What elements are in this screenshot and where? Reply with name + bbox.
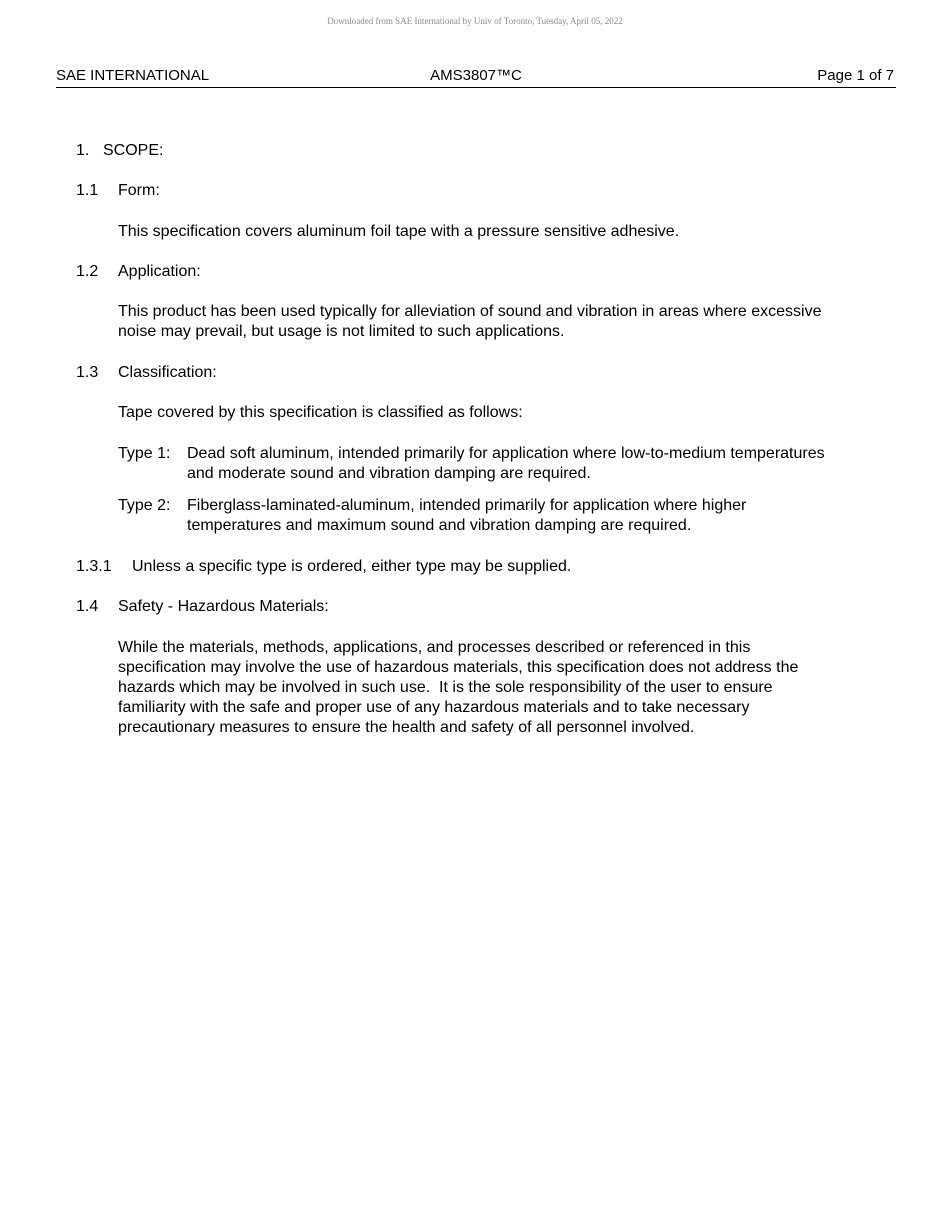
section-number: 1.4 (76, 598, 99, 615)
section-safety-text (118, 638, 798, 738)
download-watermark: Downloaded from SAE International by Univ of Toronto, Tuesday, April 05, 2022 (327, 16, 623, 26)
paragraph-line: familiarity with the safe and proper use of any hazardous materials and to take necessary (118, 699, 750, 716)
header-organization: SAE INTERNATIONAL (56, 67, 210, 84)
paragraph-line: Dead soft aluminum, intended primarily for application where low-to-medium temperatures (187, 445, 825, 462)
paragraph-line: Fiberglass-laminated-aluminum, intended primarily for application where higher (187, 497, 747, 514)
section-form-text (118, 222, 679, 242)
paragraph-line: This specification covers aluminum foil tape with a pressure sensitive adhesive. (118, 223, 680, 240)
paragraph-line: specification may involve the use of hazardous materials, this specification does not address the (118, 659, 799, 676)
section-application-text (118, 302, 822, 342)
section-number: 1. (76, 142, 90, 159)
type2-label: Type 2: (118, 497, 171, 514)
paragraph-line: temperatures and maximum sound and vibration damping are required. (187, 517, 692, 534)
paragraph-line: and moderate sound and vibration damping are required. (187, 465, 591, 482)
section-number: 1.3 (76, 364, 99, 381)
header-document-id: AMS3807™C (430, 67, 522, 84)
paragraph-line: This product has been used typically for alleviation of sound and vibration in areas where excessive (118, 303, 822, 320)
type1-description (187, 444, 825, 484)
section-number: 1.2 (76, 263, 99, 280)
section-title: Classification: (118, 364, 217, 381)
paragraph-line: hazards which may be involved in such use. It is the sole responsibility of the user to ensure (118, 679, 773, 696)
paragraph-line: precautionary measures to ensure the health and safety of all personnel involved. (118, 719, 695, 736)
section-note-text: Unless a specific type is ordered, either type may be supplied. (132, 558, 572, 575)
page-header (56, 66, 896, 88)
paragraph-line: Tape covered by this specification is classified as follows: (118, 404, 523, 421)
section-title: Safety - Hazardous Materials: (118, 598, 329, 615)
section-title: SCOPE: (103, 142, 164, 159)
paragraph-line: While the materials, methods, applications, and processes described or referenced in this (118, 639, 751, 656)
section-number: 1.1 (76, 182, 99, 199)
section-number: 1.3.1 (76, 558, 112, 575)
header-page-number: Page 1 of 7 (817, 67, 894, 84)
section-title: Form: (118, 182, 160, 199)
type1-label: Type 1: (118, 445, 171, 462)
type2-description (187, 496, 746, 536)
classification-intro (118, 403, 523, 423)
paragraph-line: noise may prevail, but usage is not limited to such applications. (118, 323, 565, 340)
section-title: Application: (118, 263, 201, 280)
